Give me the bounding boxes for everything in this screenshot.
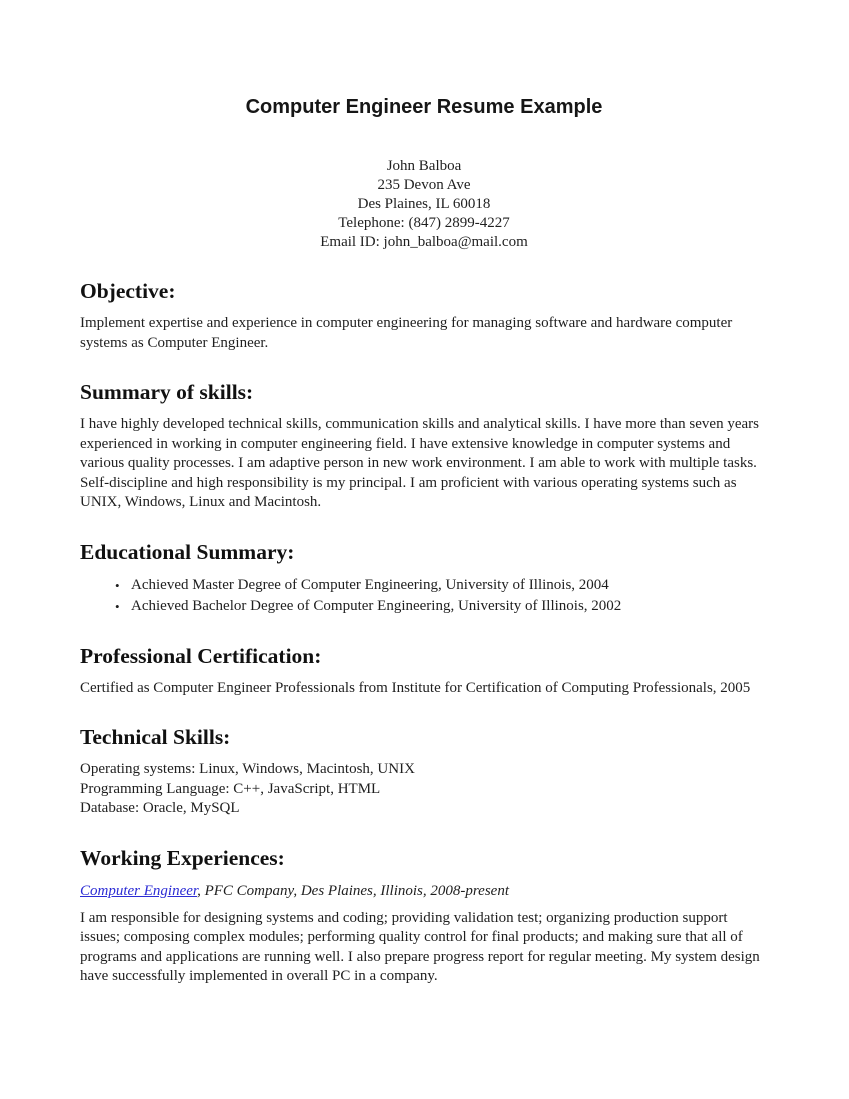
objective-text: Implement expertise and experience in computer engineering for managing software and hardware computer systems as Computer Engineer. <box>80 315 733 351</box>
skill-line-database: Database: Oracle, MySQL <box>80 800 240 816</box>
summary-heading: Summary of skills: <box>80 380 254 404</box>
section-educational-summary <box>80 539 768 617</box>
section-summary-of-skills <box>80 379 768 513</box>
education-heading: Educational Summary: <box>80 539 295 564</box>
bullet-icon: • <box>115 577 120 593</box>
section-working-experiences <box>80 845 768 987</box>
technical-heading: Technical Skills: <box>80 725 231 749</box>
education-item-text: Achieved Master Degree of Computer Engineering, University of Illinois, 2004 <box>131 576 609 593</box>
education-item-text: Achieved Bachelor Degree of Computer Engineering, University of Illinois, 2002 <box>131 597 622 614</box>
experience-description: I am responsible for designing systems and coding; providing validation test; organizing production support issues; composing complex modules; performing quality control for final products; and making sure that all of programs and applications are running well. I also prepare progress report for regular meeting. My system design have successfully implemented in overall PC in a company. <box>80 909 760 984</box>
contact-email: Email ID: john_balboa@mail.com <box>320 234 528 250</box>
list-item <box>80 575 768 596</box>
section-technical-skills <box>80 724 768 819</box>
certification-text: Certified as Computer Engineer Professionals from Institute for Certification of Computing Professionals, 2005 <box>80 679 751 696</box>
job-title-link[interactable]: Computer Engineer <box>80 882 198 899</box>
skill-line-operating-systems: Operating systems: Linux, Windows, Macintosh, UNIX <box>80 761 415 777</box>
technical-skills-lines <box>80 760 768 819</box>
experience-heading: Working Experiences: <box>80 845 285 870</box>
bullet-icon: • <box>115 598 120 614</box>
education-bullet-list <box>80 575 768 617</box>
contact-street: 235 Devon Ave <box>377 177 471 193</box>
skill-line-programming-language: Programming Language: C++, JavaScript, HTML <box>80 780 381 797</box>
section-professional-certification <box>80 643 768 699</box>
contact-telephone: Telephone: (847) 2899-4227 <box>338 215 510 231</box>
section-objective <box>80 278 768 353</box>
contact-name: John Balboa <box>386 158 462 174</box>
contact-city-state-zip: Des Plaines, IL 60018 <box>357 196 491 212</box>
experience-title-line <box>80 881 768 901</box>
objective-heading: Objective: <box>80 279 176 303</box>
summary-text: I have highly developed technical skills, communication skills and analytical skills. I have more than seven years experienced in working in computer engineering field. I have extensive knowledge in computer systems and various quality processes. I am adaptive person in new work environment. I am able to work with multiple tasks. Self-discipline and high responsibility is my principal. I am proficient with various operating systems such as UNIX, Windows, Linux and Macintosh. <box>80 416 759 510</box>
job-title-rest: , PFC Company, Des Plaines, Illinois, 2008-present <box>197 882 509 899</box>
contact-block <box>80 157 768 252</box>
list-item <box>80 596 768 617</box>
page-title: Computer Engineer Resume Example <box>245 96 603 118</box>
certification-heading: Professional Certification: <box>80 643 322 668</box>
